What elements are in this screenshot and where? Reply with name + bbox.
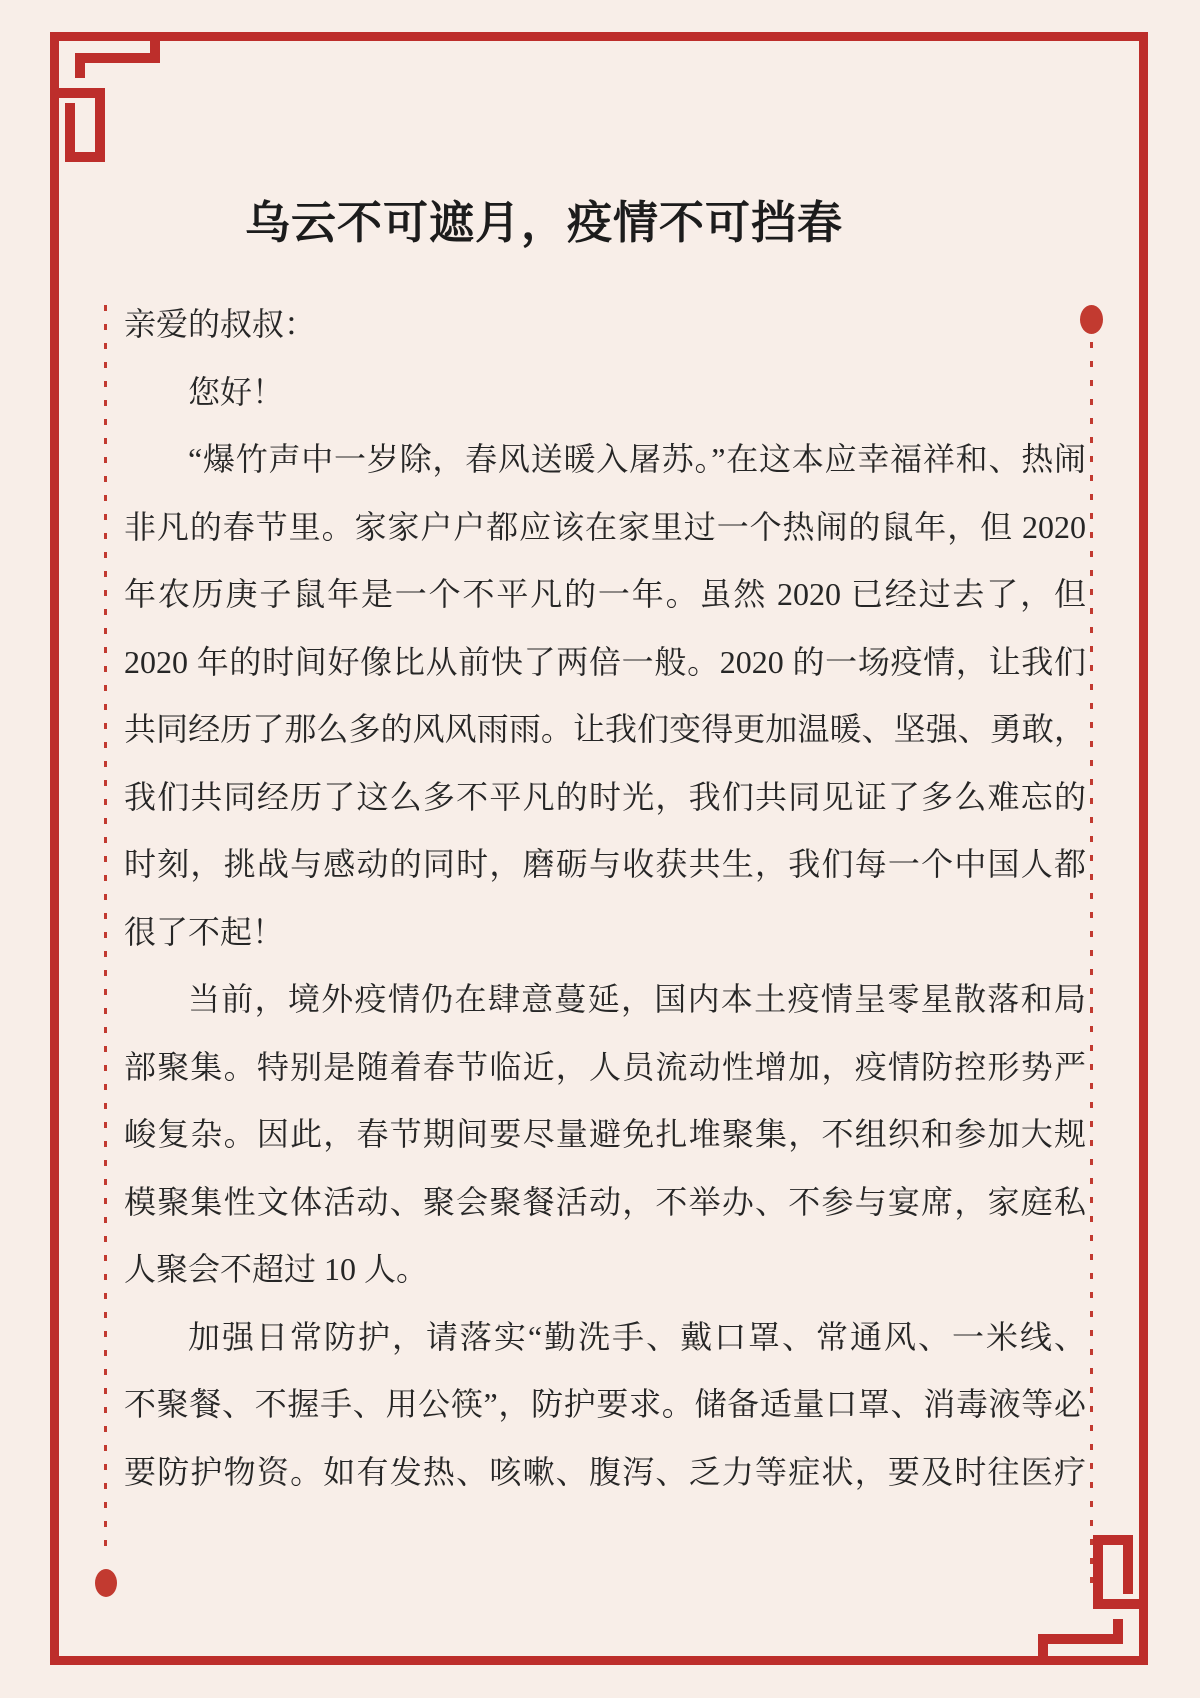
letter-line: 时刻，挑战与感动的同时，磨砺与收获共生，我们每一个中国人都 bbox=[124, 846, 1086, 882]
left-dotted-rule bbox=[104, 305, 107, 1558]
letter-line: 部聚集。特别是随着春节临近，人员流动性增加，疫情防控形势严 bbox=[124, 1048, 1086, 1085]
letter-line: 非凡的春节里。家家户户都应该在家里过一个热闹的鼠年，但 2020 bbox=[124, 508, 1086, 545]
letter-body bbox=[124, 291, 1086, 1506]
letter-line: 很了不起！ bbox=[124, 913, 285, 950]
letter-line: 共同经历了那么多的风风雨雨。让我们变得更加温暖、坚强、勇敢， bbox=[124, 711, 1086, 747]
letter-line: 我们共同经历了这么多不平凡的时光，我们共同见证了多么难忘的 bbox=[124, 778, 1086, 815]
corner-ornament-top-left-icon bbox=[50, 32, 170, 172]
letter-line: “爆竹声中一岁除，春风送暖入屠苏。”在这本应幸福祥和、热闹 bbox=[188, 441, 1086, 477]
letter-line: 不聚餐、不握手、用公筷”，防护要求。储备适量口罩、消毒液等必 bbox=[124, 1386, 1086, 1422]
letter-line: 年农历庚子鼠年是一个不平凡的一年。虽然 2020 已经过去了，但 bbox=[124, 576, 1086, 612]
letter-line: 要防护物资。如有发热、咳嗽、腹泻、乏力等症状，要及时往医疗 bbox=[124, 1453, 1086, 1490]
letter-line: 您好！ bbox=[188, 373, 285, 410]
letter-title: 乌云不可遮月，疫情不可挡春 bbox=[244, 198, 843, 248]
letter-line: 当前，境外疫情仍在肆意蔓延，国内本土疫情呈零星散落和局 bbox=[188, 981, 1086, 1017]
letter-line: 加强日常防护，请落实“勤洗手、戴口罩、常通风、一米线、 bbox=[188, 1318, 1086, 1355]
letter-line: 2020 年的时间好像比从前快了两倍一般。2020 的一场疫情，让我们 bbox=[124, 643, 1086, 680]
letter-line: 峻复杂。因此，春节期间要尽量避免扎堆聚集，不组织和参加大规 bbox=[124, 1116, 1086, 1152]
letter-line: 人聚会不超过 10 人。 bbox=[124, 1251, 429, 1287]
letter-line: 亲爱的叔叔： bbox=[124, 306, 317, 342]
corner-ornament-bottom-right-icon bbox=[1028, 1525, 1148, 1665]
letter-line: 模聚集性文体活动、聚会聚餐活动，不举办、不参与宴席，家庭私 bbox=[124, 1183, 1086, 1220]
right-dotted-rule bbox=[1090, 342, 1093, 1595]
left-rule-end-dot-icon bbox=[95, 1569, 117, 1597]
